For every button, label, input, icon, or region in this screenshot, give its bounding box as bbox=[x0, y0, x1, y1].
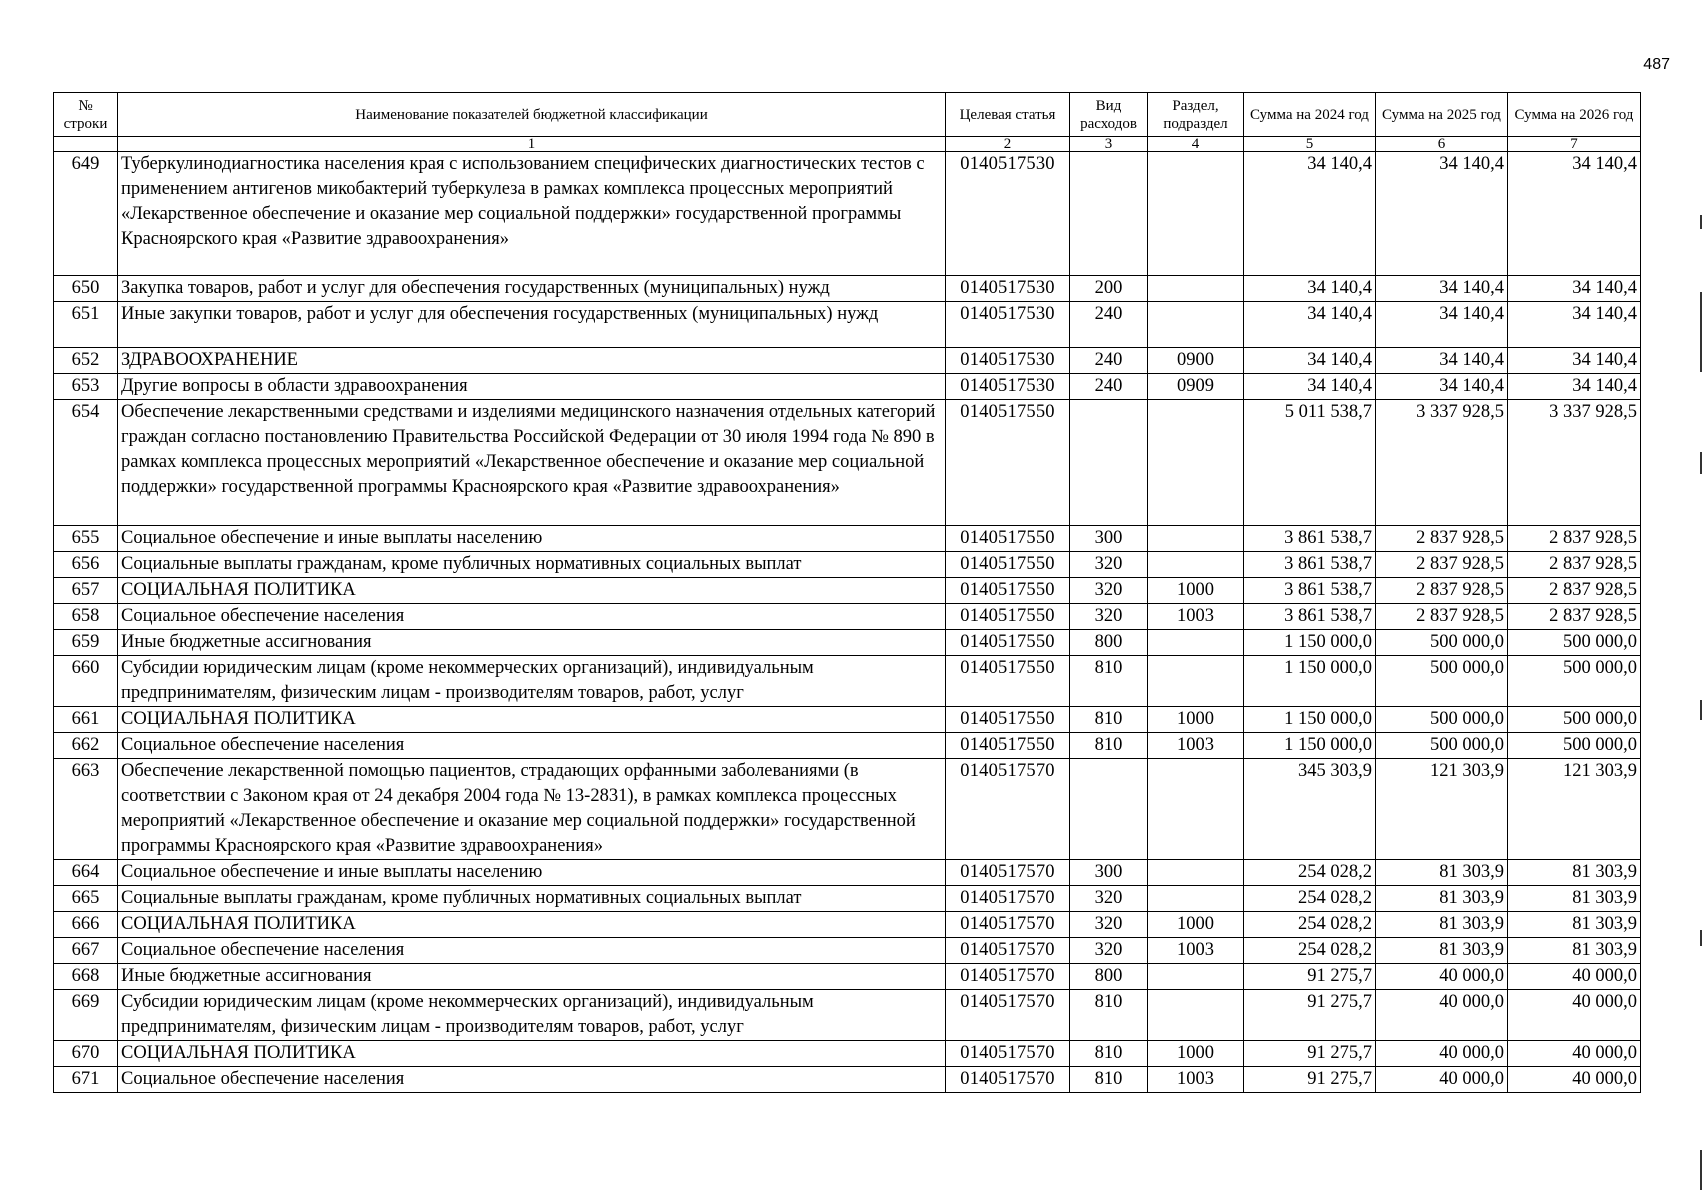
row-expense-type: 240 bbox=[1070, 348, 1148, 374]
row-target-code: 0140517570 bbox=[946, 990, 1070, 1041]
table-row bbox=[54, 400, 1641, 526]
row-name: Субсидии юридическим лицам (кроме некоммерческих организаций), индивидуальным предпринимателям, физическим лицам - производителям товаров, работ, услуг bbox=[118, 990, 946, 1041]
row-number: 664 bbox=[54, 860, 118, 886]
row-sum-2025: 40 000,0 bbox=[1376, 1067, 1508, 1093]
row-target-code: 0140517570 bbox=[946, 759, 1070, 860]
table-row bbox=[54, 707, 1641, 733]
row-section bbox=[1148, 552, 1244, 578]
row-expense-type: 200 bbox=[1070, 276, 1148, 302]
row-section: 1003 bbox=[1148, 733, 1244, 759]
row-sum-2024: 91 275,7 bbox=[1244, 1041, 1376, 1067]
row-number: 659 bbox=[54, 630, 118, 656]
column-number: 4 bbox=[1148, 137, 1244, 152]
row-sum-2024: 3 861 538,7 bbox=[1244, 604, 1376, 630]
row-sum-2024: 3 861 538,7 bbox=[1244, 552, 1376, 578]
row-expense-type: 300 bbox=[1070, 860, 1148, 886]
scan-mark bbox=[1700, 930, 1702, 946]
row-sum-2026: 2 837 928,5 bbox=[1508, 526, 1641, 552]
row-sum-2026: 34 140,4 bbox=[1508, 374, 1641, 400]
row-sum-2025: 500 000,0 bbox=[1376, 707, 1508, 733]
table-row bbox=[54, 938, 1641, 964]
row-number: 669 bbox=[54, 990, 118, 1041]
row-section bbox=[1148, 990, 1244, 1041]
row-section: 1003 bbox=[1148, 938, 1244, 964]
row-target-code: 0140517570 bbox=[946, 938, 1070, 964]
row-name: Обеспечение лекарственными средствами и изделиями медицинского назначения отдельных категорий граждан согласно постановлению Правительства Российской Федерации от 30 июля 1994 года № 890 в рамках комплекса процессных мероприятий «Лекарственное обеспечение и оказание мер социальной поддержки» государственной программы Красноярского края «Развитие здравоохранения» bbox=[118, 400, 946, 526]
table-row bbox=[54, 552, 1641, 578]
row-target-code: 0140517550 bbox=[946, 707, 1070, 733]
row-number: 651 bbox=[54, 302, 118, 348]
row-number: 652 bbox=[54, 348, 118, 374]
row-name: Социальное обеспечение населения bbox=[118, 733, 946, 759]
row-sum-2024: 34 140,4 bbox=[1244, 348, 1376, 374]
row-section: 1000 bbox=[1148, 1041, 1244, 1067]
column-number: 1 bbox=[118, 137, 946, 152]
row-expense-type bbox=[1070, 400, 1148, 526]
row-sum-2024: 91 275,7 bbox=[1244, 1067, 1376, 1093]
row-sum-2025: 81 303,9 bbox=[1376, 860, 1508, 886]
table-row bbox=[54, 1041, 1641, 1067]
row-section bbox=[1148, 302, 1244, 348]
scan-mark bbox=[1700, 1150, 1702, 1190]
row-section bbox=[1148, 860, 1244, 886]
row-sum-2026: 40 000,0 bbox=[1508, 964, 1641, 990]
table-row bbox=[54, 759, 1641, 860]
row-sum-2024: 1 150 000,0 bbox=[1244, 707, 1376, 733]
row-sum-2026: 81 303,9 bbox=[1508, 886, 1641, 912]
row-sum-2025: 34 140,4 bbox=[1376, 374, 1508, 400]
table-row bbox=[54, 860, 1641, 886]
row-number: 649 bbox=[54, 152, 118, 276]
header-sum-2026: Сумма на 2026 год bbox=[1508, 93, 1641, 137]
row-expense-type bbox=[1070, 152, 1148, 276]
row-name: Иные закупки товаров, работ и услуг для обеспечения государственных (муниципальных) нужд bbox=[118, 302, 946, 348]
row-expense-type: 810 bbox=[1070, 990, 1148, 1041]
row-sum-2024: 254 028,2 bbox=[1244, 912, 1376, 938]
row-section: 1003 bbox=[1148, 1067, 1244, 1093]
row-number: 662 bbox=[54, 733, 118, 759]
row-sum-2025: 40 000,0 bbox=[1376, 990, 1508, 1041]
table-body bbox=[54, 152, 1641, 1093]
row-name: Социальное обеспечение населения bbox=[118, 604, 946, 630]
row-target-code: 0140517550 bbox=[946, 604, 1070, 630]
row-sum-2026: 500 000,0 bbox=[1508, 733, 1641, 759]
row-name: Социальное обеспечение населения bbox=[118, 938, 946, 964]
row-section: 1000 bbox=[1148, 707, 1244, 733]
row-expense-type: 800 bbox=[1070, 630, 1148, 656]
row-expense-type: 240 bbox=[1070, 374, 1148, 400]
row-name: Социальные выплаты гражданам, кроме публичных нормативных социальных выплат bbox=[118, 552, 946, 578]
row-sum-2026: 2 837 928,5 bbox=[1508, 604, 1641, 630]
row-expense-type: 810 bbox=[1070, 1041, 1148, 1067]
row-sum-2026: 40 000,0 bbox=[1508, 1041, 1641, 1067]
row-sum-2024: 3 861 538,7 bbox=[1244, 526, 1376, 552]
row-sum-2026: 81 303,9 bbox=[1508, 912, 1641, 938]
row-expense-type: 320 bbox=[1070, 912, 1148, 938]
row-sum-2024: 91 275,7 bbox=[1244, 990, 1376, 1041]
row-sum-2026: 2 837 928,5 bbox=[1508, 578, 1641, 604]
row-target-code: 0140517550 bbox=[946, 630, 1070, 656]
row-number: 663 bbox=[54, 759, 118, 860]
row-target-code: 0140517570 bbox=[946, 964, 1070, 990]
row-name: Закупка товаров, работ и услуг для обеспечения государственных (муниципальных) нужд bbox=[118, 276, 946, 302]
row-expense-type: 810 bbox=[1070, 733, 1148, 759]
row-expense-type: 320 bbox=[1070, 578, 1148, 604]
row-name: Социальное обеспечение и иные выплаты населению bbox=[118, 526, 946, 552]
row-sum-2026: 121 303,9 bbox=[1508, 759, 1641, 860]
row-sum-2026: 500 000,0 bbox=[1508, 656, 1641, 707]
row-sum-2024: 91 275,7 bbox=[1244, 964, 1376, 990]
row-number: 670 bbox=[54, 1041, 118, 1067]
row-sum-2024: 254 028,2 bbox=[1244, 860, 1376, 886]
table-row bbox=[54, 348, 1641, 374]
row-sum-2026: 81 303,9 bbox=[1508, 938, 1641, 964]
row-section bbox=[1148, 152, 1244, 276]
row-section bbox=[1148, 526, 1244, 552]
row-number: 660 bbox=[54, 656, 118, 707]
row-number: 653 bbox=[54, 374, 118, 400]
row-sum-2025: 34 140,4 bbox=[1376, 348, 1508, 374]
row-sum-2026: 40 000,0 bbox=[1508, 1067, 1641, 1093]
table-row bbox=[54, 912, 1641, 938]
table-row bbox=[54, 1067, 1641, 1093]
row-sum-2025: 500 000,0 bbox=[1376, 656, 1508, 707]
row-name: Социальное обеспечение и иные выплаты населению bbox=[118, 860, 946, 886]
row-section bbox=[1148, 964, 1244, 990]
row-section: 0900 bbox=[1148, 348, 1244, 374]
row-section: 1003 bbox=[1148, 604, 1244, 630]
row-name: СОЦИАЛЬНАЯ ПОЛИТИКА bbox=[118, 707, 946, 733]
row-number: 650 bbox=[54, 276, 118, 302]
table-row bbox=[54, 990, 1641, 1041]
row-sum-2026: 3 337 928,5 bbox=[1508, 400, 1641, 526]
row-name: СОЦИАЛЬНАЯ ПОЛИТИКА bbox=[118, 1041, 946, 1067]
row-section bbox=[1148, 276, 1244, 302]
row-target-code: 0140517550 bbox=[946, 552, 1070, 578]
row-target-code: 0140517570 bbox=[946, 886, 1070, 912]
scan-mark bbox=[1700, 292, 1702, 372]
row-target-code: 0140517570 bbox=[946, 1041, 1070, 1067]
row-section bbox=[1148, 759, 1244, 860]
row-number: 668 bbox=[54, 964, 118, 990]
row-sum-2025: 34 140,4 bbox=[1376, 302, 1508, 348]
row-target-code: 0140517530 bbox=[946, 348, 1070, 374]
table-row bbox=[54, 526, 1641, 552]
row-target-code: 0140517530 bbox=[946, 276, 1070, 302]
row-name: СОЦИАЛЬНАЯ ПОЛИТИКА bbox=[118, 912, 946, 938]
row-sum-2024: 34 140,4 bbox=[1244, 374, 1376, 400]
table-row bbox=[54, 630, 1641, 656]
row-sum-2024: 1 150 000,0 bbox=[1244, 656, 1376, 707]
header-sum-2024: Сумма на 2024 год bbox=[1244, 93, 1376, 137]
row-target-code: 0140517530 bbox=[946, 152, 1070, 276]
row-section bbox=[1148, 400, 1244, 526]
row-name: Субсидии юридическим лицам (кроме некоммерческих организаций), индивидуальным предпринимателям, физическим лицам - производителям товаров, работ, услуг bbox=[118, 656, 946, 707]
row-sum-2025: 2 837 928,5 bbox=[1376, 552, 1508, 578]
row-target-code: 0140517570 bbox=[946, 860, 1070, 886]
row-expense-type: 320 bbox=[1070, 938, 1148, 964]
row-sum-2026: 34 140,4 bbox=[1508, 276, 1641, 302]
row-name: Иные бюджетные ассигнования bbox=[118, 630, 946, 656]
table-row bbox=[54, 886, 1641, 912]
row-number: 656 bbox=[54, 552, 118, 578]
row-sum-2024: 254 028,2 bbox=[1244, 886, 1376, 912]
header-section: Раздел, подраздел bbox=[1148, 93, 1244, 137]
table-row bbox=[54, 276, 1641, 302]
row-sum-2026: 34 140,4 bbox=[1508, 348, 1641, 374]
row-name: Другие вопросы в области здравоохранения bbox=[118, 374, 946, 400]
row-sum-2024: 5 011 538,7 bbox=[1244, 400, 1376, 526]
row-expense-type: 300 bbox=[1070, 526, 1148, 552]
row-name: ЗДРАВООХРАНЕНИЕ bbox=[118, 348, 946, 374]
row-sum-2026: 40 000,0 bbox=[1508, 990, 1641, 1041]
header-row-no: № строки bbox=[54, 93, 118, 137]
row-number: 667 bbox=[54, 938, 118, 964]
header-sum-2025: Сумма на 2025 год bbox=[1376, 93, 1508, 137]
row-sum-2025: 81 303,9 bbox=[1376, 912, 1508, 938]
row-target-code: 0140517550 bbox=[946, 656, 1070, 707]
row-sum-2025: 2 837 928,5 bbox=[1376, 578, 1508, 604]
budget-table bbox=[53, 92, 1641, 1093]
column-number: 3 bbox=[1070, 137, 1148, 152]
row-sum-2025: 81 303,9 bbox=[1376, 938, 1508, 964]
row-number: 661 bbox=[54, 707, 118, 733]
row-sum-2024: 3 861 538,7 bbox=[1244, 578, 1376, 604]
table-row bbox=[54, 604, 1641, 630]
header-code: Целевая статья bbox=[946, 93, 1070, 137]
table-row bbox=[54, 152, 1641, 276]
table-row bbox=[54, 374, 1641, 400]
row-sum-2024: 34 140,4 bbox=[1244, 152, 1376, 276]
row-number: 655 bbox=[54, 526, 118, 552]
scan-mark bbox=[1700, 452, 1702, 474]
scan-mark bbox=[1700, 215, 1702, 229]
row-target-code: 0140517550 bbox=[946, 578, 1070, 604]
row-target-code: 0140517550 bbox=[946, 400, 1070, 526]
row-target-code: 0140517550 bbox=[946, 733, 1070, 759]
row-sum-2024: 34 140,4 bbox=[1244, 302, 1376, 348]
row-sum-2025: 3 337 928,5 bbox=[1376, 400, 1508, 526]
row-target-code: 0140517570 bbox=[946, 912, 1070, 938]
table-row bbox=[54, 578, 1641, 604]
row-name: Обеспечение лекарственной помощью пациентов, страдающих орфанными заболеваниями (в соответствии с Законом края от 24 декабря 2004 года № 13-2831), в рамках комплекса процессных мероприятий «Лекарственное обеспечение и оказание мер социальной поддержки» государственной программы Красноярского края «Развитие здравоохранения» bbox=[118, 759, 946, 860]
row-name: СОЦИАЛЬНАЯ ПОЛИТИКА bbox=[118, 578, 946, 604]
column-number: 7 bbox=[1508, 137, 1641, 152]
row-expense-type: 800 bbox=[1070, 964, 1148, 990]
row-number: 671 bbox=[54, 1067, 118, 1093]
row-section bbox=[1148, 886, 1244, 912]
row-sum-2024: 345 303,9 bbox=[1244, 759, 1376, 860]
row-target-code: 0140517530 bbox=[946, 374, 1070, 400]
column-number-row bbox=[54, 137, 1641, 152]
row-sum-2026: 34 140,4 bbox=[1508, 152, 1641, 276]
row-number: 654 bbox=[54, 400, 118, 526]
row-name: Туберкулинодиагностика населения края с использованием специфических диагностических тестов с применением антигенов микобактерий туберкулеза в рамках комплекса процессных мероприятий «Лекарственное обеспечение и оказание мер социальной поддержки» государственной программы Красноярского края «Развитие здравоохранения» bbox=[118, 152, 946, 276]
row-sum-2024: 254 028,2 bbox=[1244, 938, 1376, 964]
row-sum-2025: 500 000,0 bbox=[1376, 630, 1508, 656]
table-row bbox=[54, 302, 1641, 348]
column-number: 5 bbox=[1244, 137, 1376, 152]
row-section: 0909 bbox=[1148, 374, 1244, 400]
row-name: Иные бюджетные ассигнования bbox=[118, 964, 946, 990]
row-sum-2026: 2 837 928,5 bbox=[1508, 552, 1641, 578]
row-sum-2025: 81 303,9 bbox=[1376, 886, 1508, 912]
row-sum-2024: 34 140,4 bbox=[1244, 276, 1376, 302]
header-name: Наименование показателей бюджетной классификации bbox=[118, 93, 946, 137]
row-number: 666 bbox=[54, 912, 118, 938]
column-number bbox=[54, 137, 118, 152]
row-sum-2026: 500 000,0 bbox=[1508, 707, 1641, 733]
row-expense-type: 240 bbox=[1070, 302, 1148, 348]
row-sum-2025: 121 303,9 bbox=[1376, 759, 1508, 860]
row-sum-2025: 34 140,4 bbox=[1376, 152, 1508, 276]
row-section: 1000 bbox=[1148, 578, 1244, 604]
header-row bbox=[54, 93, 1641, 137]
table-row bbox=[54, 964, 1641, 990]
row-sum-2025: 2 837 928,5 bbox=[1376, 604, 1508, 630]
row-sum-2026: 500 000,0 bbox=[1508, 630, 1641, 656]
row-number: 658 bbox=[54, 604, 118, 630]
table-row bbox=[54, 656, 1641, 707]
row-target-code: 0140517550 bbox=[946, 526, 1070, 552]
header-expense-type: Вид расходов bbox=[1070, 93, 1148, 137]
row-sum-2026: 34 140,4 bbox=[1508, 302, 1641, 348]
row-expense-type: 320 bbox=[1070, 886, 1148, 912]
row-section: 1000 bbox=[1148, 912, 1244, 938]
row-expense-type: 320 bbox=[1070, 604, 1148, 630]
row-sum-2024: 1 150 000,0 bbox=[1244, 630, 1376, 656]
row-expense-type: 320 bbox=[1070, 552, 1148, 578]
row-target-code: 0140517570 bbox=[946, 1067, 1070, 1093]
row-sum-2025: 500 000,0 bbox=[1376, 733, 1508, 759]
row-number: 657 bbox=[54, 578, 118, 604]
row-expense-type: 810 bbox=[1070, 707, 1148, 733]
column-number: 6 bbox=[1376, 137, 1508, 152]
row-target-code: 0140517530 bbox=[946, 302, 1070, 348]
row-name: Социальные выплаты гражданам, кроме публичных нормативных социальных выплат bbox=[118, 886, 946, 912]
page-number: 487 bbox=[1643, 56, 1670, 73]
row-sum-2025: 40 000,0 bbox=[1376, 964, 1508, 990]
row-sum-2025: 2 837 928,5 bbox=[1376, 526, 1508, 552]
row-sum-2024: 1 150 000,0 bbox=[1244, 733, 1376, 759]
scan-mark bbox=[1700, 700, 1702, 720]
row-section bbox=[1148, 630, 1244, 656]
column-number: 2 bbox=[946, 137, 1070, 152]
row-section bbox=[1148, 656, 1244, 707]
row-name: Социальное обеспечение населения bbox=[118, 1067, 946, 1093]
table-row bbox=[54, 733, 1641, 759]
row-sum-2025: 40 000,0 bbox=[1376, 1041, 1508, 1067]
row-expense-type: 810 bbox=[1070, 656, 1148, 707]
row-sum-2025: 34 140,4 bbox=[1376, 276, 1508, 302]
row-expense-type: 810 bbox=[1070, 1067, 1148, 1093]
row-sum-2026: 81 303,9 bbox=[1508, 860, 1641, 886]
row-number: 665 bbox=[54, 886, 118, 912]
row-expense-type bbox=[1070, 759, 1148, 860]
